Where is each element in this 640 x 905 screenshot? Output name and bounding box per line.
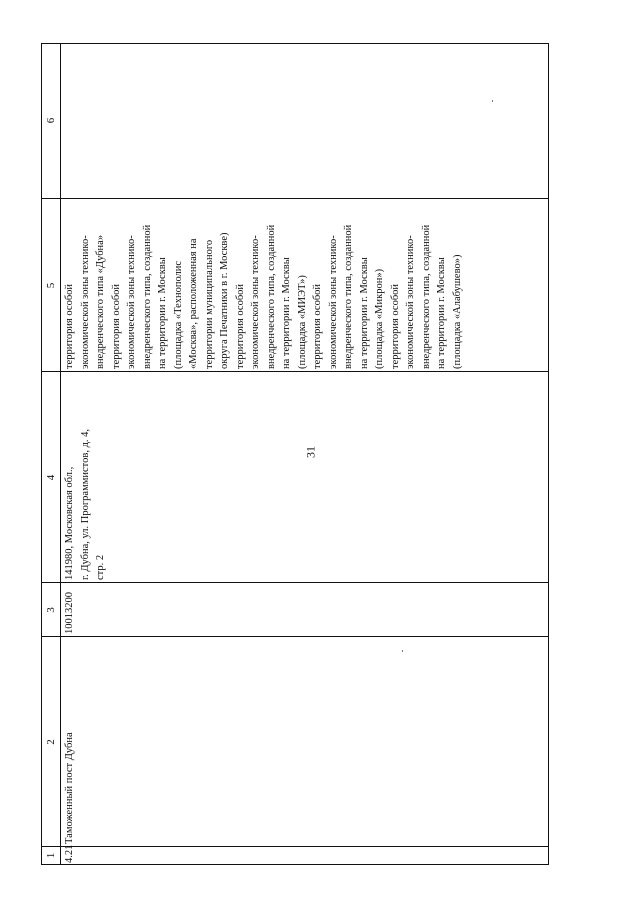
zone-item: территория особой экономической зоны технико- внедренческого типа, созданной на территории г. Москвы (площадка «Микрон») <box>312 224 385 369</box>
zone-item: территория особой экономической зоны технико- внедренческого типа «Дубна» <box>64 234 106 369</box>
header-col-1: 1 <box>45 852 57 859</box>
zone-item: территория особой экономической зоны технико- внедренческого типа, созданной на территории г. Москвы (площадка «Алабушево») <box>389 224 463 369</box>
customs-table <box>41 43 549 865</box>
row-number: 4.21 <box>64 844 75 863</box>
customs-post-code: 10013200 <box>64 592 75 634</box>
column-divider <box>42 846 548 847</box>
column-divider <box>42 582 548 583</box>
header-col-6: 6 <box>45 117 57 124</box>
header-col-5: 5 <box>45 282 57 289</box>
zone-item: территория особой экономической зоны технико- внедренческого типа, созданной на территории г. Москвы (площадка «МИЭТ») <box>234 224 308 369</box>
scan-speck <box>492 100 493 102</box>
customs-post-name: Таможенный пост Дубна <box>64 732 75 844</box>
header-row <box>42 44 61 864</box>
header-col-3: 3 <box>45 607 57 613</box>
column-divider <box>42 636 548 637</box>
customs-post-address: 141980, Московская обл., г. Дубна, ул. Программистов, д. 4, стр. 2 <box>64 428 106 580</box>
zone-item: территория особой экономической зоны технико- внедренческого типа, созданной на территории г. Москвы (площадка «Технополис «Москва», расположенная на территории муниципального округа Печатники в г. Москве) <box>110 224 230 369</box>
page-number: 31 <box>303 446 318 458</box>
scan-speck <box>402 650 403 652</box>
header-col-2: 2 <box>45 739 57 745</box>
economic-zones-list <box>62 199 465 372</box>
header-col-4: 4 <box>45 474 57 481</box>
